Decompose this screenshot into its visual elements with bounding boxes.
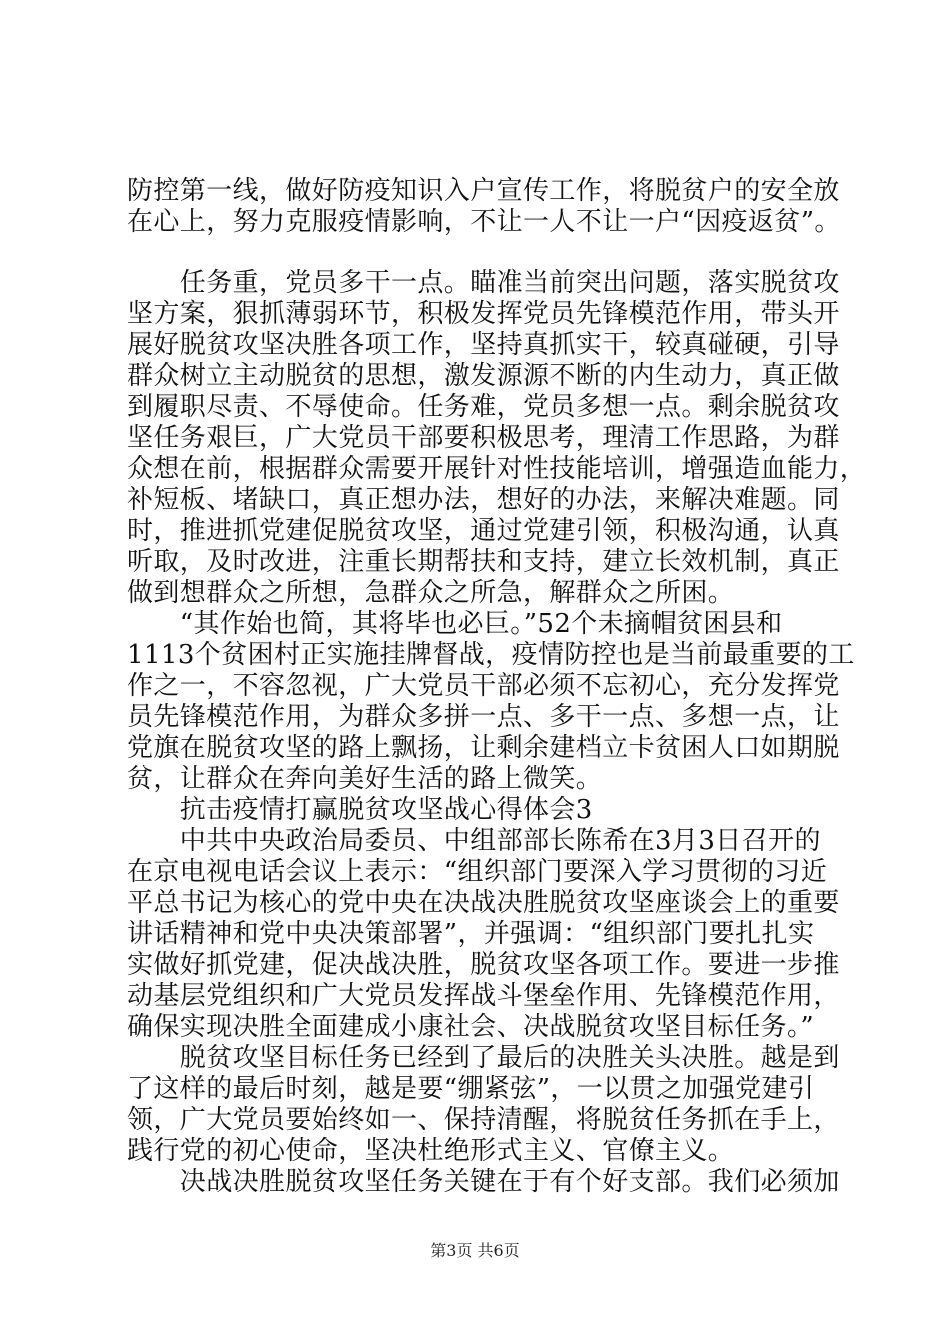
- text-line: “其作始也简，其将毕也必巨。”52个未摘帽贫困县和: [127, 609, 783, 639]
- text-line: 动基层党组织和广大党员发挥战斗堡垒作用、先锋模范作用，: [127, 981, 840, 1011]
- text-line: 补短板、堵缺口，真正想办法，想好的办法，来解决难题。同: [127, 485, 840, 515]
- text-line: 时，推进抓党建促脱贫攻坚，通过党建引领，积极沟通，认真: [127, 516, 840, 546]
- text-line: 展好脱贫攻坚决胜各项工作，坚持真抓实干，较真碰硬，引导: [127, 330, 840, 360]
- text-line: 到履职尽责、不辱使命。任务难，党员多想一点。剩余脱贫攻: [127, 392, 840, 422]
- text-line: 防控第一线，做好防疫知识入户宣传工作，将脱贫户的安全放: [127, 176, 840, 206]
- text-line: 决战决胜脱贫攻坚任务关键在于有个好支部。我们必须加: [127, 1167, 840, 1197]
- text-line: 中共中央政治局委员、中组部部长陈希在3月3日召开的: [127, 826, 821, 856]
- text-line: 群众树立主动脱贫的思想，激发源源不断的内生动力，真正做: [127, 361, 840, 391]
- text-line: 践行党的初心使命，坚决杜绝形式主义、官僚主义。: [127, 1136, 735, 1166]
- text-line: 在京电视电话会议上表示：“组织部门要深入学习贯彻的习近: [127, 857, 828, 887]
- text-line: 确保实现决胜全面建成小康社会、决战脱贫攻坚目标任务。”: [127, 1012, 815, 1042]
- text-line: 脱贫攻坚目标任务已经到了最后的决胜关头决胜。越是到: [127, 1043, 840, 1073]
- text-line: 在心上，努力克服疫情影响，不让一人不让一户“因疫返贫”。: [127, 207, 841, 237]
- main-body-text: [127, 268, 867, 1198]
- text-line: 坚方案，狠抓薄弱环节，积极发挥党员先锋模范作用，带头开: [127, 299, 840, 329]
- text-line: 实做好抓党建，促决战决胜，脱贫攻坚各项工作。要进一步推: [127, 950, 840, 980]
- text-line: 党旗在脱贫攻坚的路上飘扬，让剩余建档立卡贫困人口如期脱: [127, 733, 840, 763]
- text-line: 1113个贫困村正实施挂牌督战，疫情防控也是当前最重要的工: [127, 640, 855, 670]
- text-line: 讲话精神和党中央决策部署”，并强调：“组织部门要扎扎实: [127, 919, 815, 949]
- text-line: 坚任务艰巨，广大党员干部要积极思考，理清工作思路，为群: [127, 423, 840, 453]
- text-line: 作之一，不容忽视，广大党员干部必须不忘初心，充分发挥党: [127, 671, 840, 701]
- page-number-footer: 第3页 共6页: [430, 1241, 520, 1260]
- text-line: 员先锋模范作用，为群众多拼一点、多干一点、多想一点，让: [127, 702, 840, 732]
- paragraph-continuation: [127, 176, 843, 238]
- text-line: 了这样的最后时刻，越是要“绷紧弦”，一以贯之加强党建引: [127, 1074, 815, 1104]
- text-line: 做到想群众之所想，急群众之所急，解群众之所困。: [127, 578, 735, 608]
- text-line: 贫，让群众在奔向美好生活的路上微笑。: [127, 764, 603, 794]
- text-line: 众想在前，根据群众需要开展针对性技能培训，增强造血能力，: [127, 454, 867, 484]
- text-line: 平总书记为核心的党中央在决战决胜脱贫攻坚座谈会上的重要: [127, 888, 840, 918]
- text-line: 抗击疫情打赢脱贫攻坚战心得体会3: [127, 795, 593, 825]
- text-line: 领，广大党员要始终如一、保持清醒，将脱贫任务抓在手上，: [127, 1105, 840, 1135]
- text-line: 听取，及时改进，注重长期帮扶和支持，建立长效机制，真正: [127, 547, 840, 577]
- text-line: 任务重，党员多干一点。瞄准当前突出问题，落实脱贫攻: [127, 268, 840, 298]
